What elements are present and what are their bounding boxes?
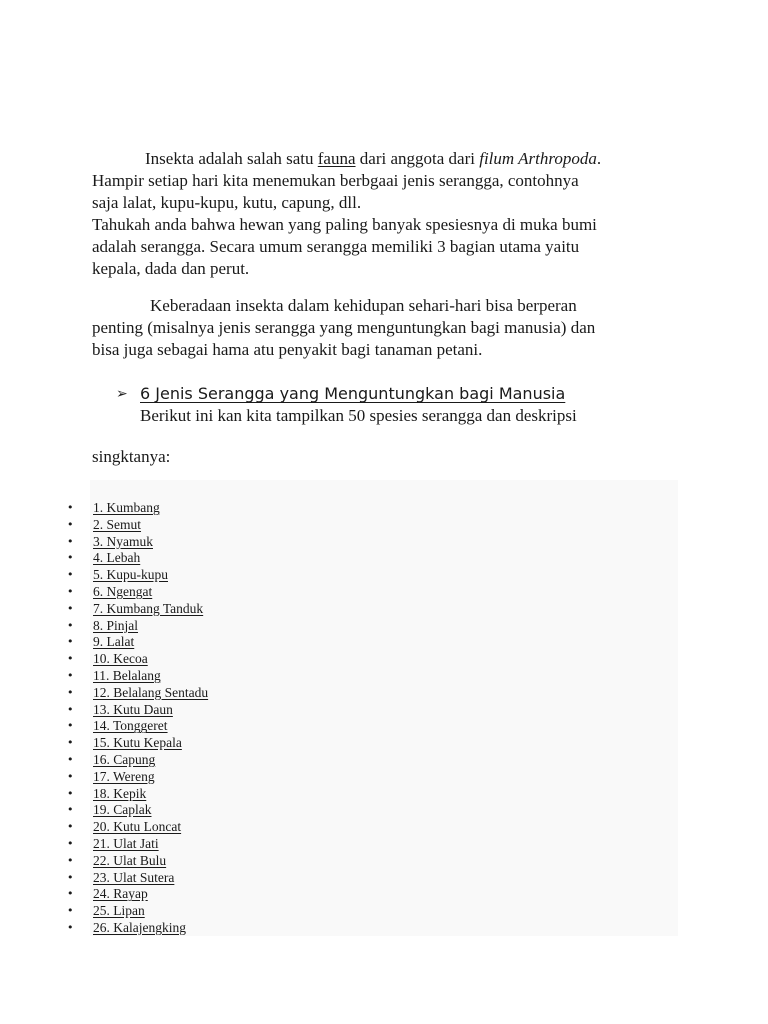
list-item [0, 786, 768, 803]
intro-paragraph-2: Keberadaan insekta dalam kehidupan sehari-hari bisa berperan penting (misalnya jenis serangga yang menguntungkan bagi manusia) dan bisa juga sebagai hama atu penyakit bagi tanaman petani. [92, 296, 596, 359]
bullet-icon: • [67, 501, 74, 514]
list-item [0, 870, 768, 887]
bullet-icon: • [67, 635, 74, 649]
list-item [0, 550, 768, 567]
arrowhead-bullet-icon: ➢ [116, 386, 128, 402]
list-item [0, 668, 768, 685]
bullet-icon: • [67, 568, 74, 582]
insect-link[interactable]: 21. Ulat Jati [93, 835, 159, 851]
section-intro-text: Berikut ini kan kita tampilkan 50 spesies serangga dan deskripsi [140, 406, 577, 425]
list-item [0, 634, 768, 651]
list-item [0, 819, 768, 836]
bullet-icon: • [67, 786, 74, 800]
insect-link[interactable]: 3. Nyamuk [93, 533, 153, 549]
insect-link[interactable]: 8. Pinjal [93, 617, 139, 633]
insect-link[interactable]: 2. Semut [93, 516, 142, 532]
insect-list [0, 500, 768, 937]
bullet-icon: • [67, 870, 74, 884]
bullet-icon: • [67, 668, 74, 682]
bullet-icon: • [67, 887, 74, 901]
section-intro-continuation: singktanya: [92, 447, 171, 466]
insect-link[interactable]: 22. Ulat Bulu [93, 852, 167, 868]
bullet-icon: • [67, 517, 74, 531]
list-item [0, 769, 768, 786]
insect-link[interactable]: 20. Kutu Loncat [93, 819, 182, 835]
list-item [0, 567, 768, 584]
bullet-icon: • [67, 853, 74, 867]
bullet-icon: • [67, 601, 74, 615]
list-item [0, 836, 768, 853]
insect-link[interactable]: 13. Kutu Daun [93, 701, 173, 717]
list-item [0, 651, 768, 668]
insect-link[interactable]: 6. Ngengat [93, 583, 153, 599]
section-heading[interactable]: 6 Jenis Serangga yang Menguntungkan bagi Manusia [140, 384, 566, 403]
bullet-icon: • [67, 534, 74, 548]
bullet-icon: • [67, 752, 74, 766]
list-item [0, 500, 768, 517]
list-item [0, 886, 768, 903]
insect-link[interactable]: 16. Capung [93, 751, 156, 767]
bullet-icon: • [67, 920, 74, 934]
insect-link[interactable]: 18. Kepik [93, 785, 147, 801]
bullet-icon: • [67, 551, 74, 565]
list-item [0, 685, 768, 702]
insect-link[interactable]: 24. Rayap [93, 886, 148, 902]
insect-link[interactable]: 14. Tonggeret [93, 718, 168, 734]
insect-link[interactable]: 25. Lipan [93, 903, 145, 919]
bullet-icon: • [67, 618, 74, 632]
insect-link[interactable]: 7. Kumbang Tanduk [93, 600, 204, 616]
list-item [0, 584, 768, 601]
bullet-icon: • [67, 904, 74, 918]
document-body [92, 148, 682, 468]
bullet-icon: • [67, 736, 74, 750]
bullet-icon: • [67, 652, 74, 666]
filum-arthropoda-text: filum Arthropoda [479, 149, 597, 168]
list-item [0, 920, 768, 937]
list-item [0, 718, 768, 735]
fauna-link[interactable]: fauna [317, 149, 356, 168]
insect-link[interactable]: 15. Kutu Kepala [93, 735, 182, 751]
insect-link[interactable]: 17. Wereng [93, 768, 155, 784]
list-item [0, 752, 768, 769]
insect-link[interactable]: 19. Caplak [93, 802, 152, 818]
list-item [0, 601, 768, 618]
list-item [0, 802, 768, 819]
bullet-icon: • [67, 836, 74, 850]
insect-link[interactable]: 26. Kalajengking [93, 919, 186, 935]
insect-link[interactable]: 5. Kupu-kupu [93, 567, 168, 583]
bullet-icon: • [67, 803, 74, 817]
list-item [0, 853, 768, 870]
intro-paragraph-1: Insekta adalah salah satu fauna dari anggota dari filum Arthropoda. Hampir setiap hari kita menemukan berbgaai jenis serangga, contohnya saja lalat, kupu-kupu, kutu, capung, dll. Tahukah anda bahwa hewan yang paling banyak spesiesnya di muka bumi adalah serangga. Secara umum serangga memiliki 3 bagian utama yaitu kepala, dada dan perut. [92, 149, 602, 278]
bullet-icon: • [67, 685, 74, 699]
bullet-icon: • [67, 702, 74, 716]
list-item [0, 903, 768, 920]
insect-link[interactable]: 4. Lebah [93, 550, 141, 566]
bullet-icon: • [67, 820, 74, 834]
bullet-icon: • [67, 584, 74, 598]
insect-link[interactable]: 11. Belalang [93, 667, 161, 683]
insect-link[interactable]: 23. Ulat Sutera [93, 869, 175, 885]
insect-link[interactable]: 1. Kumbang [93, 500, 160, 515]
insect-link[interactable]: 9. Lalat [93, 634, 135, 650]
bullet-icon: • [67, 719, 74, 733]
list-item [0, 735, 768, 752]
list-item [0, 534, 768, 551]
list-item [0, 702, 768, 719]
insect-link[interactable]: 12. Belalang Sentadu [93, 684, 209, 700]
bullet-icon: • [67, 769, 74, 783]
section-heading-row [92, 383, 682, 405]
list-item [0, 618, 768, 635]
list-item [0, 517, 768, 534]
insect-link[interactable]: 10. Kecoa [93, 651, 148, 667]
